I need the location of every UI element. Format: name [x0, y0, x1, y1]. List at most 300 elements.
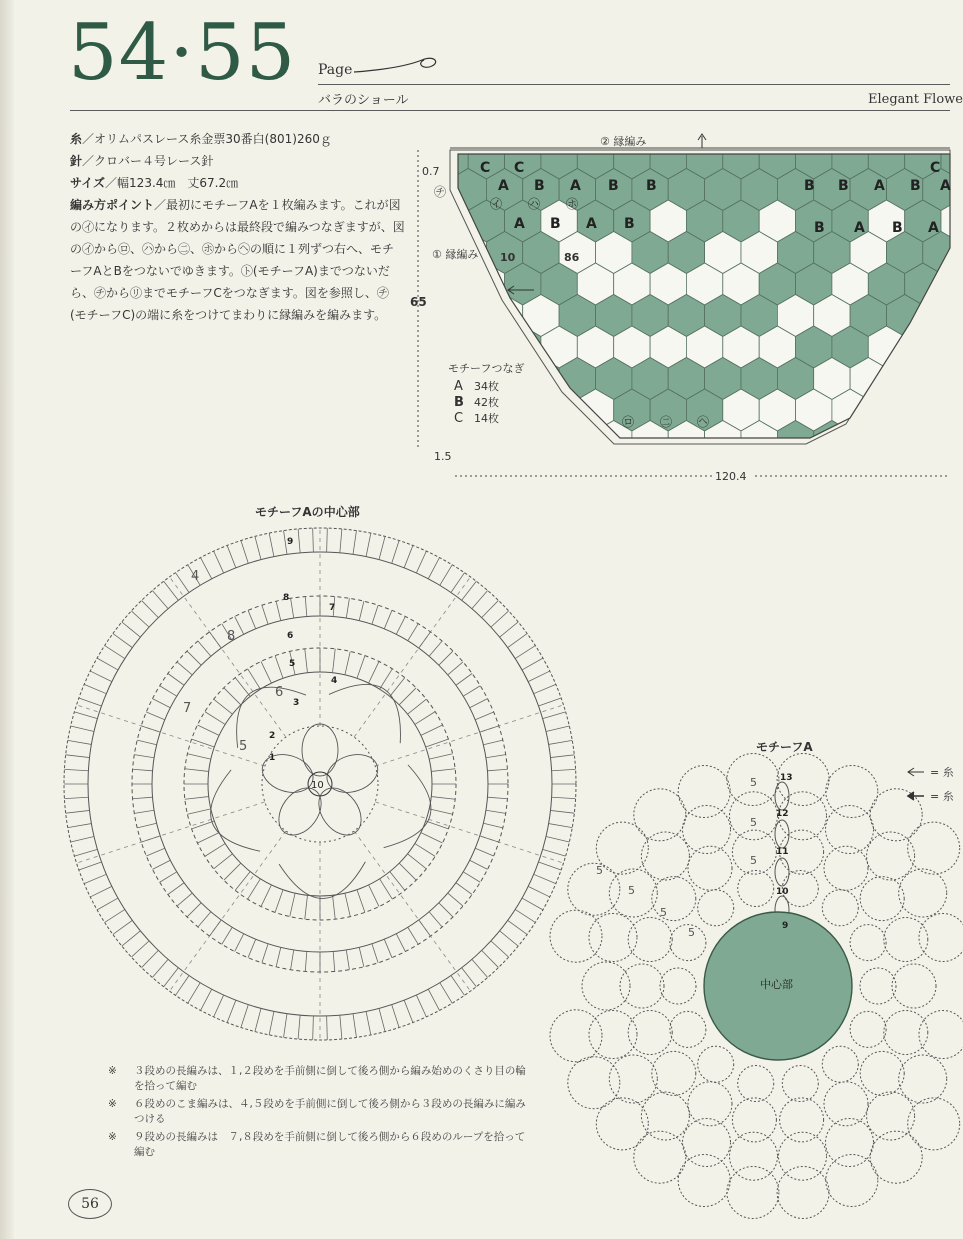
motif-letter-c: C	[480, 160, 491, 176]
stitch-mark	[66, 810, 90, 813]
stitch-mark	[224, 863, 241, 880]
stitch-mark	[439, 651, 453, 665]
chain-loop	[870, 1131, 922, 1183]
motif-hex	[705, 106, 741, 148]
motif-hex	[414, 484, 450, 526]
stitch-mark	[134, 755, 154, 758]
series-title: Elegant Flowe	[868, 92, 963, 107]
stitch-mark	[451, 976, 465, 996]
stitch-mark	[113, 634, 132, 648]
stitch-mark	[152, 860, 170, 869]
chain-loop	[782, 1066, 818, 1102]
motif-hex	[923, 421, 959, 463]
stitch-mark	[429, 912, 442, 927]
chain-loop	[589, 914, 637, 962]
dim-bottom-label: 1.5	[434, 450, 452, 463]
motif-letter-a: A	[940, 178, 951, 194]
legend-b-letter: B	[454, 395, 464, 410]
stitch-mark	[500, 931, 519, 946]
motif-hex	[377, 358, 413, 400]
stitch-mark	[205, 712, 225, 725]
chain-loop	[860, 1051, 904, 1095]
stitch-mark	[214, 551, 224, 573]
motif-letter-c: C	[930, 160, 941, 176]
stitch-mark	[113, 920, 132, 934]
stitch-mark	[357, 890, 365, 913]
chart-ray	[170, 831, 286, 991]
round-6-small: 6	[287, 631, 294, 641]
stitch-mark	[105, 646, 125, 659]
motif-letter-b: B	[910, 178, 921, 194]
stitch-mark	[222, 927, 232, 944]
chain-loop	[919, 914, 963, 962]
motif-hex	[668, 484, 704, 526]
point-label: 編み方ポイント	[70, 198, 155, 212]
petal-label-2: 5	[750, 816, 757, 829]
motif-hex	[650, 452, 686, 494]
marker-ho: ㋭	[566, 197, 579, 211]
motif-hex	[577, 452, 613, 494]
motif-hex	[832, 452, 868, 494]
stitch-mark	[327, 528, 328, 552]
chain-loop	[822, 890, 858, 926]
motif-hex	[395, 389, 431, 431]
motif-hex	[759, 452, 795, 494]
swirl-ornament-icon	[352, 52, 442, 82]
stitch-mark	[291, 598, 294, 618]
stitch-mark	[84, 874, 106, 883]
stitch-mark	[177, 893, 192, 906]
motif-round-12: 12	[776, 809, 789, 819]
motif-hex	[450, 421, 486, 463]
stitch-mark	[198, 641, 211, 656]
legend-a-count: 34枚	[474, 380, 499, 393]
stitch-mark	[408, 699, 427, 714]
motif-hex	[777, 106, 813, 148]
stitch-mark	[146, 712, 164, 720]
stitch-mark	[187, 903, 201, 917]
chain-loop	[641, 1092, 689, 1140]
stitch-mark	[261, 885, 271, 907]
stitch-mark	[399, 688, 416, 705]
chain-loop	[634, 789, 686, 841]
stitch-mark	[84, 684, 106, 693]
motif-hex	[632, 484, 668, 526]
motif-hex	[941, 389, 963, 431]
round-8-label: 8	[227, 629, 236, 644]
stitch-mark	[261, 661, 271, 683]
stitch-mark	[408, 854, 427, 869]
stitch-mark	[313, 528, 314, 552]
stitch-mark	[390, 872, 405, 891]
motif-hex	[359, 326, 395, 368]
motif-letter-b: B	[550, 216, 561, 232]
stitch-mark	[475, 848, 493, 856]
point-line	[70, 194, 405, 326]
stitch-mark	[456, 673, 472, 685]
chain-loop	[660, 968, 696, 1004]
chain-loop	[826, 766, 878, 818]
stitch-mark	[379, 536, 385, 559]
chain-loop	[628, 1011, 672, 1055]
stitch-mark	[298, 529, 300, 553]
motif-hex	[923, 295, 959, 337]
stitch-mark	[482, 950, 499, 967]
motif-hex	[868, 452, 904, 494]
stitch-mark	[152, 591, 168, 609]
motif-letter-b: B	[534, 178, 545, 194]
stitch-mark	[255, 1008, 261, 1031]
motif-letter-b: B	[804, 178, 815, 194]
chain-loop	[777, 1167, 829, 1219]
stitch-mark	[429, 754, 452, 759]
motif-letter-a: A	[586, 216, 597, 232]
note-mark: ※	[108, 1131, 117, 1143]
stitch-mark	[198, 912, 211, 927]
stitch-mark	[491, 941, 509, 957]
stitch-mark	[369, 885, 379, 907]
stitch-mark	[463, 872, 480, 882]
stitch-mark	[74, 849, 97, 856]
stitch-mark	[429, 641, 442, 656]
stitch-mark	[71, 726, 94, 731]
stitch-mark	[483, 823, 502, 828]
stitch-mark	[187, 754, 210, 759]
stitch-mark	[68, 740, 92, 744]
motif-letter-b: B	[838, 178, 849, 194]
note-text: ３段めの長編みは、１,２段めを手前側に倒して後ろ側から編み始めのくさり目の輪を拾って編む	[134, 1065, 526, 1092]
motif-hex	[905, 389, 941, 431]
stitch-mark	[71, 837, 94, 842]
chain-loop	[899, 1055, 947, 1103]
motif-hex	[796, 452, 832, 494]
stitch-mark	[248, 879, 261, 899]
chain-loop	[860, 877, 904, 921]
stitch-mark	[209, 920, 221, 936]
stitch-mark	[486, 755, 506, 758]
stitch-mark	[241, 1005, 248, 1028]
petal-label-5: 5	[628, 884, 635, 897]
stitch-mark	[483, 740, 502, 745]
motif-hex	[559, 484, 595, 526]
motif-letter-a: A	[854, 220, 865, 236]
motif-center-label: 中心部	[760, 978, 793, 991]
stitch-mark	[440, 565, 452, 586]
stitch-mark	[408, 624, 418, 641]
stitch-mark	[305, 951, 307, 971]
stitch-mark	[357, 656, 365, 679]
stitch-mark	[431, 797, 455, 800]
round-10-center: 10	[311, 780, 324, 791]
stitch-mark	[440, 983, 452, 1004]
stitch-mark	[66, 755, 90, 758]
motif-hex	[468, 452, 504, 494]
stitch-mark	[372, 944, 378, 963]
stitch-mark	[515, 909, 535, 922]
legend-a-letter: A	[454, 379, 463, 394]
stitch-cluster	[775, 782, 789, 810]
stitch-mark	[64, 797, 88, 798]
stitch-mark	[291, 950, 294, 970]
motif-hex	[959, 106, 963, 148]
center-petal	[257, 748, 318, 798]
size-line	[70, 172, 405, 194]
motif-hex	[432, 200, 468, 242]
motif-round-11: 11	[776, 847, 789, 857]
stitch-mark	[415, 712, 435, 725]
page-binding-shadow	[0, 0, 14, 1239]
stitch-mark	[333, 895, 336, 919]
stitch-mark	[392, 541, 399, 564]
stitch-mark	[380, 669, 393, 689]
stitch-mark	[346, 950, 349, 970]
side-edging-label: ① 縁編み	[432, 248, 479, 261]
stitch-mark	[421, 833, 443, 843]
stitch-mark	[97, 658, 118, 670]
stitch-mark	[122, 622, 141, 637]
motif-hex	[905, 326, 941, 368]
stitch-mark	[305, 895, 308, 919]
motif-hex	[887, 484, 923, 526]
stitch-mark	[396, 934, 405, 952]
motif-hex	[414, 106, 450, 148]
stitch-mark	[327, 1016, 328, 1040]
stitch-mark	[421, 725, 443, 735]
stitch-mark	[201, 989, 212, 1010]
stitch-mark	[79, 862, 102, 870]
dim-width-label: 120.4	[715, 470, 747, 483]
motif-hex	[959, 169, 963, 211]
stitch-mark	[472, 959, 488, 977]
stitch-mark	[131, 941, 149, 957]
stitch-mark	[164, 968, 179, 987]
chain-loop	[628, 918, 672, 962]
stitch-mark	[262, 944, 268, 963]
note-mark: ※	[108, 1065, 117, 1077]
stitch-mark	[549, 824, 573, 828]
motif-letter-a: A	[874, 178, 885, 194]
stitch-mark	[276, 947, 281, 966]
stitch-mark	[345, 893, 350, 916]
motif-hex	[850, 106, 886, 148]
chain-loop	[908, 822, 960, 874]
round-6-label: 6	[275, 685, 284, 700]
stitch-mark	[197, 833, 219, 843]
stitch-mark	[131, 611, 149, 627]
chain-loop	[867, 832, 915, 880]
motif-hex	[887, 358, 923, 400]
motif-hex	[395, 326, 431, 368]
motif-hex	[505, 389, 541, 431]
stitch-mark	[346, 598, 349, 618]
stitch-mark	[384, 939, 392, 957]
stitch-mark	[168, 883, 184, 895]
stitch-mark	[187, 651, 201, 665]
motif-letter-b: B	[646, 178, 657, 194]
stitch-mark	[224, 688, 241, 705]
yarn-text: ／オリムパスレース糸金票30番白(801)260ｇ	[82, 132, 332, 146]
round-5-label: 5	[239, 739, 248, 754]
stitch-mark	[137, 740, 156, 745]
chain-loop	[899, 869, 947, 917]
stitch-mark	[546, 726, 569, 731]
chain-loop	[738, 1066, 774, 1102]
stitch-mark	[439, 903, 453, 917]
stitch-mark	[90, 671, 112, 682]
motif-hex	[523, 106, 559, 148]
motif-round-9: 9	[782, 921, 789, 931]
stitch-mark	[90, 886, 112, 897]
stitch-mark	[448, 893, 463, 906]
motif-hex	[486, 421, 522, 463]
header-rule-top	[318, 84, 950, 85]
legend-c-count: 14枚	[474, 412, 499, 425]
petal-label-6: 5	[660, 906, 667, 919]
needle-line	[70, 150, 405, 172]
stitch-mark	[152, 699, 170, 708]
marker-ha: ㋩	[528, 197, 541, 211]
motif-hex	[923, 358, 959, 400]
chain-loop	[822, 1046, 858, 1082]
stitch-mark	[214, 854, 233, 869]
size-text: ／幅123.4㎝ 丈67.2㎝	[105, 176, 239, 190]
stitch-mark	[546, 837, 569, 842]
motif-hex	[505, 452, 541, 494]
chain-loop	[780, 1098, 824, 1142]
round-5-small: 5	[289, 659, 296, 669]
petal-label-4: 5	[596, 864, 603, 877]
stitch-mark	[408, 927, 418, 944]
stitch-mark	[122, 931, 141, 946]
stitch-mark	[74, 712, 97, 719]
marker-ni: ㊁	[660, 415, 673, 429]
stitch-mark	[227, 1000, 236, 1022]
marker-chi-left: ㋠	[434, 185, 447, 199]
motif-hex	[887, 106, 923, 148]
motif-hex	[741, 484, 777, 526]
motif-hex	[395, 452, 431, 494]
stitch-mark	[462, 968, 477, 987]
motif-hex	[614, 452, 650, 494]
stitch-mark	[142, 600, 159, 617]
stitch-mark	[79, 698, 102, 706]
stitch-mark	[133, 797, 153, 799]
motif-hex	[523, 421, 559, 463]
footer-page-number: 56	[68, 1189, 112, 1219]
stitch-mark	[177, 662, 192, 675]
stitch-mark	[235, 934, 244, 952]
motif-round-13: 13	[780, 773, 793, 783]
stitch-mark	[416, 995, 426, 1017]
stitch-mark	[262, 605, 268, 624]
stitch-legend-2: = 糸	[930, 790, 954, 803]
note-text: ６段めのこま編みは、４,５段めを手前側に倒して後ろ側から３段めの長編みに編みつける	[134, 1098, 526, 1125]
stitch-mark	[396, 616, 405, 634]
stitch-mark	[428, 989, 439, 1010]
chain-loop	[779, 1132, 827, 1180]
stitch-mark	[305, 597, 307, 617]
dim-height-label: 65	[410, 295, 427, 309]
stitch-mark	[64, 769, 88, 770]
outer-petal	[329, 684, 400, 743]
stitch-mark	[451, 573, 465, 593]
motif-letter-a: A	[570, 178, 581, 194]
chain-loop	[596, 1098, 648, 1150]
stitch-mark	[380, 879, 393, 899]
stitch-mark	[480, 726, 499, 732]
marker-ro: ㋺	[622, 415, 635, 429]
stitch-mark	[515, 646, 535, 659]
motif-hex	[523, 484, 559, 526]
stitch-mark	[97, 898, 118, 910]
stitch-mark	[470, 699, 488, 708]
motif-hex	[432, 263, 468, 305]
stitch-mark	[429, 809, 452, 814]
chain-loop	[582, 962, 630, 1010]
notes-block	[108, 1064, 528, 1163]
chain-loop	[727, 1167, 779, 1219]
stitch-mark	[534, 684, 556, 693]
round-4-small: 4	[331, 676, 338, 686]
chart-ray	[375, 705, 563, 766]
stitch-mark	[248, 939, 256, 957]
stitch-mark	[235, 616, 244, 634]
stitch-mark	[487, 769, 507, 771]
stitch-mark	[392, 1005, 399, 1028]
stitch-mark	[187, 809, 210, 814]
motif-hex	[450, 295, 486, 337]
motif-hex	[414, 358, 450, 400]
chain-loop	[568, 863, 620, 915]
stitch-mark	[146, 848, 164, 856]
stitch-mark	[508, 920, 527, 934]
stitch-mark	[248, 610, 256, 628]
chain-loop	[641, 832, 689, 880]
motif-hex	[559, 106, 595, 148]
stitch-mark	[475, 712, 493, 720]
stitch-mark	[137, 823, 156, 828]
chain-loop	[732, 830, 776, 874]
top-edging-label: ② 縁編み	[600, 135, 647, 148]
motif-hex	[941, 263, 963, 305]
stitch-mark	[134, 810, 154, 813]
chain-loop	[652, 877, 696, 921]
stitch-mark	[539, 698, 562, 706]
stitch-mark	[298, 1015, 300, 1039]
stitch-mark	[404, 545, 413, 567]
stitch-mark	[176, 573, 190, 593]
stitch-mark	[205, 844, 225, 857]
dim-top-label: 0.7	[422, 165, 440, 178]
motif-hex	[596, 484, 632, 526]
stitch-mark	[305, 649, 308, 673]
stitch-mark	[68, 824, 92, 828]
motif-a-center-chart	[55, 522, 585, 1052]
note-item	[108, 1130, 528, 1160]
stitch-mark	[227, 545, 236, 567]
motif-hex	[905, 452, 941, 494]
stitch-mark	[269, 1011, 274, 1035]
chain-loop	[908, 1098, 960, 1150]
yarn-label: 糸	[70, 132, 83, 146]
motif-hex	[959, 358, 963, 400]
stitch-mark	[214, 995, 224, 1017]
motif-letter-b: B	[814, 220, 825, 236]
stitch-mark	[428, 558, 439, 579]
point-text: ／最初にモチーフAを１枚編みます。これが図の㋑になります。２枚めからは最終段で編みつなぎますが、図の㋑から㋺、㋩から㊁、㋭から㋬の順に１列ずつ右へ、モチーフAとBをつないでゆきます。㋣(モチーフA)までつないだら、㋠から㋷までモチーフCをつなぎます。図を参照し、㋠(モチーフC)の端に糸をつけてまわりに縁編みを編みます。	[70, 198, 405, 322]
stitch-mark	[164, 581, 179, 600]
motif-hex	[486, 484, 522, 526]
